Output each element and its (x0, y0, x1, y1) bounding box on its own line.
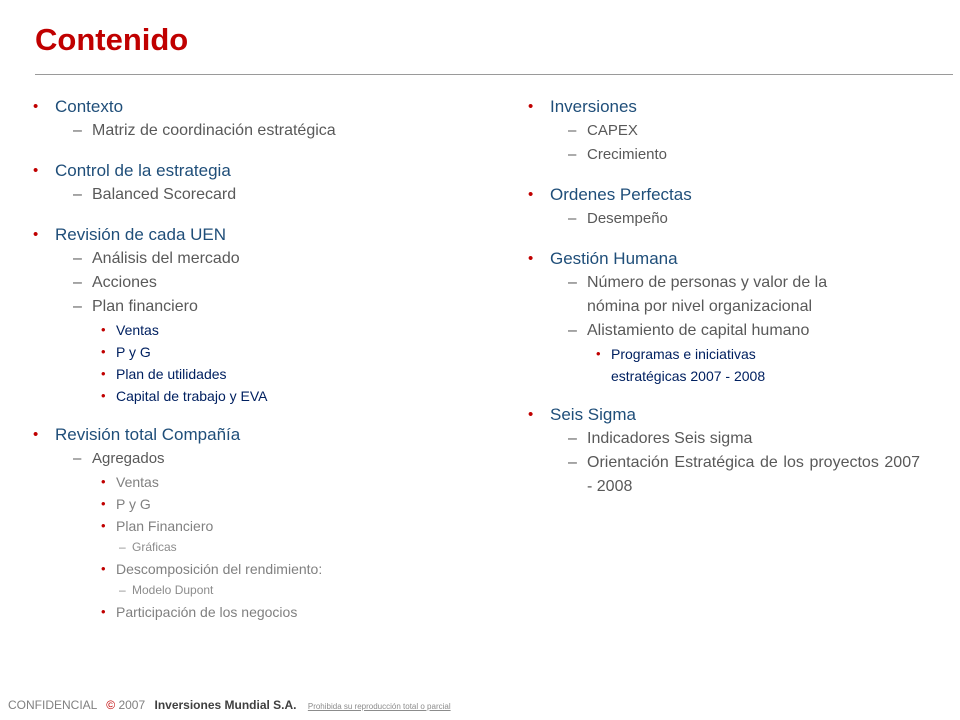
bullet-icon: • (528, 186, 534, 203)
company-name: Inversiones Mundial S.A. (154, 698, 297, 712)
list-item: Balanced Scorecard (92, 186, 237, 203)
section-revision-total (30, 423, 460, 623)
bullet-icon: • (33, 426, 39, 443)
list-item: Análisis del mercado (92, 250, 240, 267)
bullet-icon: • (101, 388, 106, 403)
list-item: Alistamiento de capital humano (587, 322, 810, 339)
sub-list-item: Capital de trabajo y EVA (116, 388, 268, 404)
sub-list-item: Programas e iniciativas estratégicas 2007 - 2008 (611, 346, 766, 384)
sub-sub-list-item: Gráficas (132, 540, 177, 554)
section-contexto (30, 95, 460, 143)
bullet-icon: • (101, 344, 106, 359)
bullet-icon: • (528, 250, 534, 267)
bullet-icon: • (33, 226, 39, 243)
copyright-year: 2007 (118, 698, 146, 712)
section-label: Gestión Humana (550, 249, 678, 268)
sub-sub-list-item: Modelo Dupont (132, 583, 214, 597)
dash-icon: – (568, 322, 577, 339)
sub-list-item: Participación de los negocios (116, 604, 298, 620)
dash-icon: – (73, 122, 82, 139)
section-label: Control de la estrategia (55, 161, 231, 180)
dash-icon: – (73, 250, 82, 267)
dash-icon: – (119, 583, 126, 597)
section-label: Ordenes Perfectas (550, 185, 692, 204)
slide-title: Contenido (35, 22, 189, 57)
dash-icon: – (73, 450, 82, 467)
list-item: Número de personas y valor de la nómina por nivel organizacional (587, 274, 828, 315)
section-control (30, 159, 460, 207)
sub-list-item: Plan de utilidades (116, 366, 227, 382)
list-item: Agregados (92, 450, 165, 467)
section-seis-sigma (525, 403, 920, 499)
sub-list-item: Ventas (116, 322, 159, 338)
bullet-icon: • (33, 98, 39, 115)
dash-icon: – (73, 298, 82, 315)
section-label: Inversiones (550, 97, 637, 116)
bullet-icon: • (101, 322, 106, 337)
copyright-icon: © (106, 698, 116, 712)
sub-list-item: Ventas (116, 474, 159, 490)
bullet-icon: • (101, 366, 106, 381)
bullet-icon: • (596, 346, 601, 361)
section-ordenes (525, 183, 920, 231)
bullet-icon: • (101, 604, 106, 619)
section-revision-uen (30, 223, 460, 407)
bullet-icon: • (33, 162, 39, 179)
list-item: CAPEX (587, 122, 638, 139)
confidential-label: CONFIDENCIAL (8, 698, 97, 712)
title-divider (35, 74, 953, 75)
sub-list-item: Descomposición del rendimiento: (116, 561, 323, 577)
dash-icon: – (568, 146, 577, 163)
list-item: Crecimiento (587, 146, 668, 163)
section-label: Revisión total Compañía (55, 425, 241, 444)
bullet-icon: • (101, 561, 106, 576)
bullet-icon: • (101, 518, 106, 533)
list-item: Plan financiero (92, 298, 198, 315)
dash-icon: – (568, 122, 577, 139)
list-item: Desempeño (587, 210, 668, 227)
dash-icon: – (568, 430, 577, 447)
sub-list-item: Plan Financiero (116, 518, 214, 534)
list-item: Orientación Estratégica de los proyectos 2007 - 2008 (587, 454, 920, 495)
right-column (525, 95, 920, 515)
bullet-icon: • (101, 496, 106, 511)
bullet-icon: • (101, 474, 106, 489)
dash-icon: – (73, 186, 82, 203)
reproduction-notice: Prohibida su reproducción total o parcial (307, 702, 451, 711)
bullet-icon: • (528, 406, 534, 423)
dash-icon: – (568, 454, 577, 471)
dash-icon: – (73, 274, 82, 291)
dash-icon: – (119, 540, 126, 554)
section-label: Seis Sigma (550, 405, 636, 424)
footer (8, 697, 451, 715)
section-inversiones (525, 95, 920, 167)
dash-icon: – (568, 210, 577, 227)
section-label: Contexto (55, 97, 124, 116)
section-label: Revisión de cada UEN (55, 225, 227, 244)
dash-icon: – (568, 274, 577, 291)
bullet-icon: • (528, 98, 534, 115)
list-item: Indicadores Seis sigma (587, 430, 753, 447)
list-item: Acciones (92, 274, 157, 291)
sub-list-item: P y G (116, 344, 151, 360)
left-column (30, 95, 460, 639)
section-gestion (525, 247, 920, 387)
list-item: Matriz de coordinación estratégica (92, 122, 336, 139)
sub-list-item: P y G (116, 496, 151, 512)
